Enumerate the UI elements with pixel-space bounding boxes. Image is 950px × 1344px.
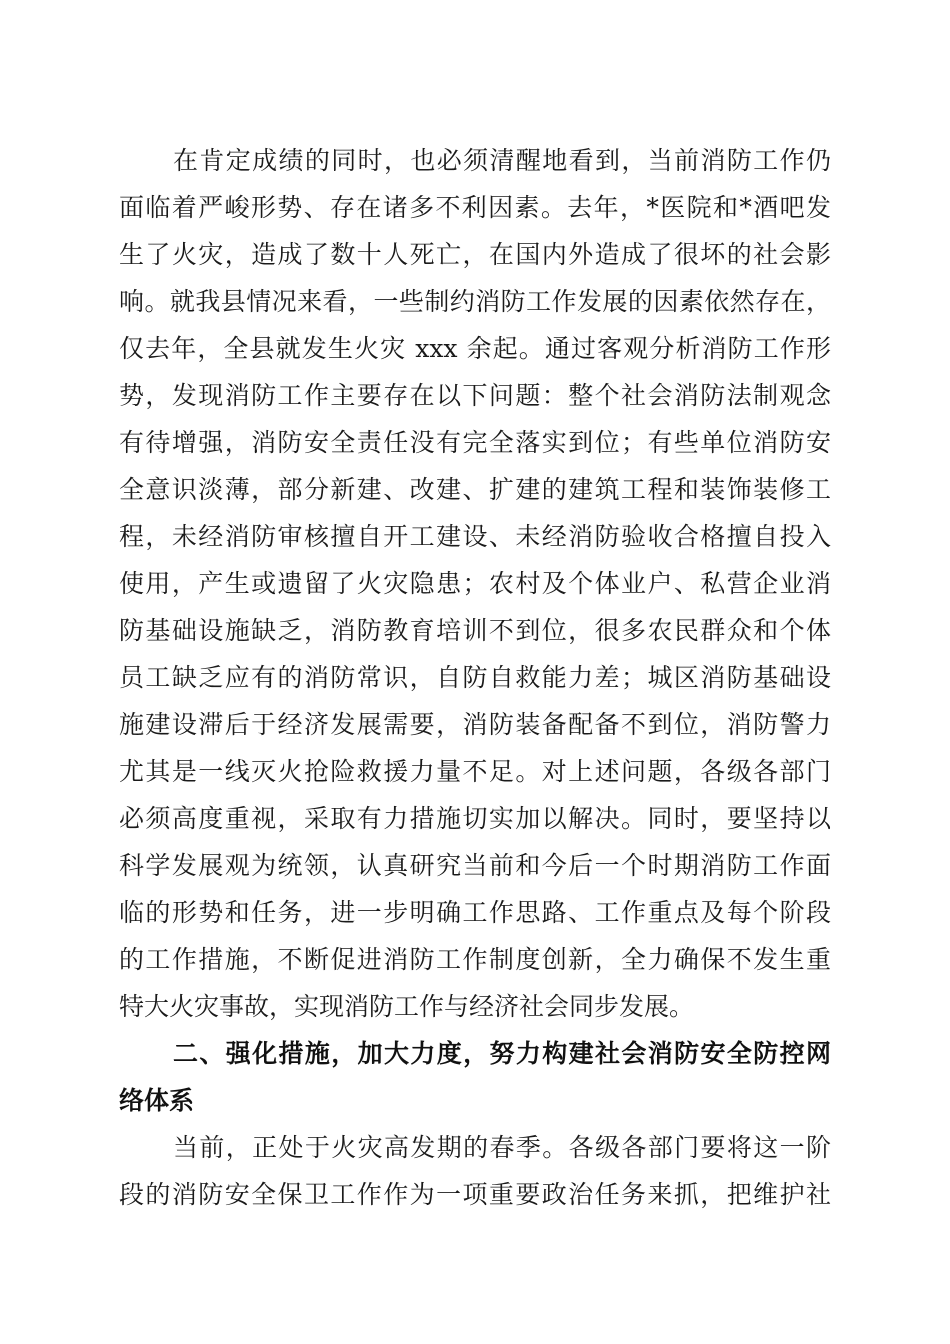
paragraph-line: 临的形势和任务，进一步明确工作思路、工作重点及每个阶段 [119, 898, 831, 927]
paragraph-line: 的工作措施，不断促进消防工作制度创新，全力确保不发生重 [119, 945, 831, 974]
paragraph-line: 仅去年，全县就发生火灾 xxx 余起。通过客观分析消防工作形 [119, 334, 831, 363]
paragraph-line: 响。就我县情况来看，一些制约消防工作发展的因素依然存在， [119, 287, 831, 316]
paragraph-line: 施建设滞后于经济发展需要，消防装备配备不到位，消防警力 [119, 710, 831, 739]
paragraph-line: 防基础设施缺乏，消防教育培训不到位，很多农民群众和个体 [119, 616, 831, 645]
paragraph-line: 员工缺乏应有的消防常识，自防自救能力差；城区消防基础设 [119, 663, 831, 692]
paragraph-line: 使用，产生或遗留了火灾隐患；农村及个体业户、私营企业消 [119, 569, 831, 598]
heading-line: 络体系 [119, 1086, 195, 1115]
paragraph-line: 面临着严峻形势、存在诸多不利因素。去年，*医院和*酒吧发 [119, 193, 831, 222]
paragraph-line: 当前，正处于火灾高发期的春季。各级各部门要将这一阶 [173, 1133, 831, 1162]
paragraph-line: 特大火灾事故，实现消防工作与经济社会同步发展。 [119, 992, 695, 1021]
paragraph-line: 势，发现消防工作主要存在以下问题：整个社会消防法制观念 [119, 381, 831, 410]
paragraph-line: 必须高度重视，采取有力措施切实加以解决。同时，要坚持以 [119, 804, 831, 833]
paragraph-line: 有待增强，消防安全责任没有完全落实到位；有些单位消防安 [119, 428, 831, 457]
paragraph-line: 段的消防安全保卫工作作为一项重要政治任务来抓，把维护社 [119, 1180, 831, 1209]
paragraph-line: 科学发展观为统领，认真研究当前和今后一个时期消防工作面 [119, 851, 831, 880]
paragraph-line: 全意识淡薄，部分新建、改建、扩建的建筑工程和装饰装修工 [119, 475, 831, 504]
paragraph-line: 在肯定成绩的同时，也必须清醒地看到，当前消防工作仍 [173, 146, 831, 175]
heading-line: 二、强化措施，加大力度，努力构建社会消防安全防控网 [173, 1039, 831, 1068]
paragraph-line: 尤其是一线灭火抢险救援力量不足。对上述问题，各级各部门 [119, 757, 831, 786]
paragraph-line: 程，未经消防审核擅自开工建设、未经消防验收合格擅自投入 [119, 522, 831, 551]
paragraph-line: 生了火灾，造成了数十人死亡，在国内外造成了很坏的社会影 [119, 240, 831, 269]
